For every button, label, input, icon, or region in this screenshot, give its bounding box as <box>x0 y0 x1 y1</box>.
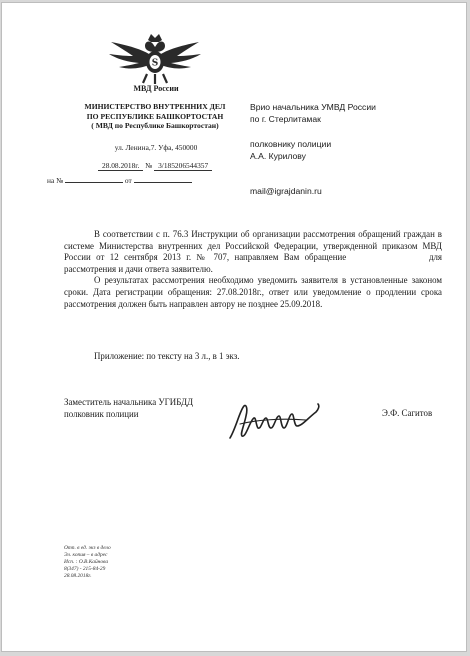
reference-date-label: от <box>124 176 132 185</box>
svg-text:S: S <box>151 58 159 69</box>
footer-line: 28.08.2018г. <box>64 572 92 579</box>
body-paragraph: О результатах рассмотрения необходимо уведомить заявителя в установленные законом сроки. Дата регистрации обращения: 27.08.2018г., ответ или уведомление о продлении срока рассмотрения должен быть направлен автору не позднее 25.09.2018. <box>64 275 442 309</box>
reference-date-blank <box>134 175 192 183</box>
registration-number: 3/185206544357 <box>154 161 212 171</box>
number-sign: № <box>145 161 153 170</box>
footer-line: 8(347) - 215-84-29 <box>64 565 106 572</box>
footer-line: Эл. копия – в адрес <box>64 551 108 558</box>
addressee-line: А.А. Курилову <box>250 151 306 162</box>
org-name-line: МИНИСТЕРСТВО ВНУТРЕННИХ ДЕЛ <box>84 102 226 111</box>
org-name-line: ( МВД по Республике Башкортостан) <box>91 121 219 131</box>
registration-date: 28.08.2018г. <box>98 161 143 171</box>
handwritten-signature-icon <box>226 398 326 443</box>
agency-short-name: МВД России <box>133 84 179 93</box>
signatory-title-line: полковник полиции <box>64 409 139 419</box>
paragraph-text: для рассмотрения и дачи ответа заявителю. <box>64 252 442 274</box>
attachment-note: Приложение: по тексту на 3 л., в 1 экз. <box>94 351 240 361</box>
reference-number-label: на № <box>47 176 64 185</box>
addressee-line: Врио начальника УМВД России <box>250 102 376 112</box>
registration-line <box>98 161 212 171</box>
mvd-eagle-emblem-icon <box>107 28 203 86</box>
reference-number-blank <box>65 175 123 183</box>
letter-page <box>2 3 466 651</box>
redacted-name <box>352 254 424 263</box>
paragraph-text: В соответствии с п. 76.3 Инструкции об организации рассмотрения обращений граждан в системе Министерства внутренних дел Российской Федерации, утвержденной приказом МВД России от 12 сентября 2013 г. № 707, направляем Вам обращение <box>64 229 442 263</box>
org-name-line: ПО РЕСПУБЛИКЕ БАШКОРТОСТАН <box>86 111 224 121</box>
reference-line <box>47 175 192 185</box>
body-paragraph <box>64 229 442 275</box>
addressee-block <box>250 101 376 163</box>
org-address: ул. Ленина,7. Уфа, 450000 <box>114 143 198 152</box>
signatory-title <box>64 396 193 420</box>
addressee-line: по г. Стерлитамак <box>250 114 321 125</box>
addressee-email: mail@igrajdanin.ru <box>250 186 322 196</box>
signer-name: Э.Ф. Сагитов <box>382 408 433 418</box>
addressee-line: полковнику полиции <box>250 138 332 149</box>
footer-line: Отп. в ед. экз в дело <box>64 545 111 551</box>
organization-name <box>72 102 238 131</box>
executor-note <box>64 545 111 580</box>
footer-line: Исп. : О.В.Кайнова <box>64 558 109 565</box>
letter-body <box>64 229 442 310</box>
signatory-title-line: Заместитель начальника УГИБДД <box>64 397 194 407</box>
